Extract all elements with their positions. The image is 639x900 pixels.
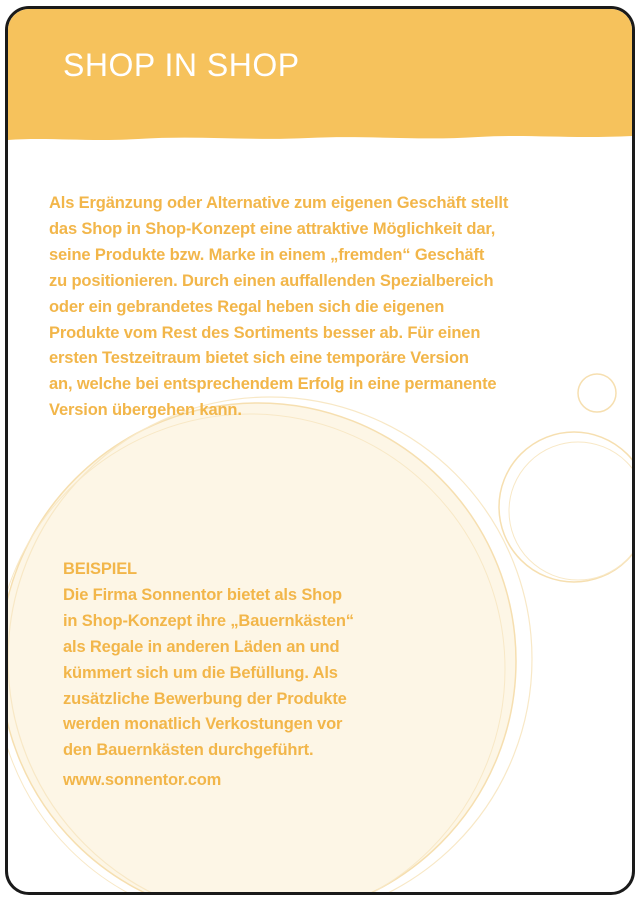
intro-line: das Shop in Shop-Konzept eine attraktive Möglichkeit dar,	[49, 219, 496, 238]
example-section	[63, 557, 423, 794]
example-line: werden monatlich Verkostungen vor	[63, 715, 343, 734]
intro-line: seine Produkte bzw. Marke in einem „fremden“ Geschäft	[49, 245, 485, 264]
intro-line: oder ein gebrandetes Regal heben sich die eigenen	[49, 297, 445, 316]
intro-line: an, welche bei entsprechendem Erfolg in eine permanente	[49, 375, 497, 394]
example-line: zusätzliche Bewerbung der Produkte	[63, 689, 347, 708]
intro-line: Als Ergänzung oder Alternative zum eigenen Geschäft stellt	[49, 194, 509, 212]
website-link[interactable]: www.sonnentor.com	[63, 771, 222, 790]
example-line: kümmert sich um die Befüllung. Als	[63, 663, 338, 682]
example-line: als Regale in anderen Läden an und	[63, 637, 340, 656]
intro-paragraph	[49, 191, 609, 424]
info-card	[5, 6, 635, 895]
example-line: den Bauernkästen durchgeführt.	[63, 741, 314, 760]
intro-line: zu positionieren. Durch einen auffallenden Spezialbereich	[49, 271, 494, 290]
example-heading: BEISPIEL	[63, 560, 137, 578]
example-line: in Shop-Konzept ihre „Bauernkästen“	[63, 611, 354, 630]
intro-line: Version übergehen kann.	[49, 401, 242, 420]
page-title: SHOP IN SHOP	[63, 47, 300, 83]
intro-line: Produkte vom Rest des Sortiments besser ab. Für einen	[49, 323, 481, 342]
example-line: Die Firma Sonnentor bietet als Shop	[63, 585, 342, 604]
intro-line: ersten Testzeitraum bietet sich eine temporäre Version	[49, 349, 469, 368]
